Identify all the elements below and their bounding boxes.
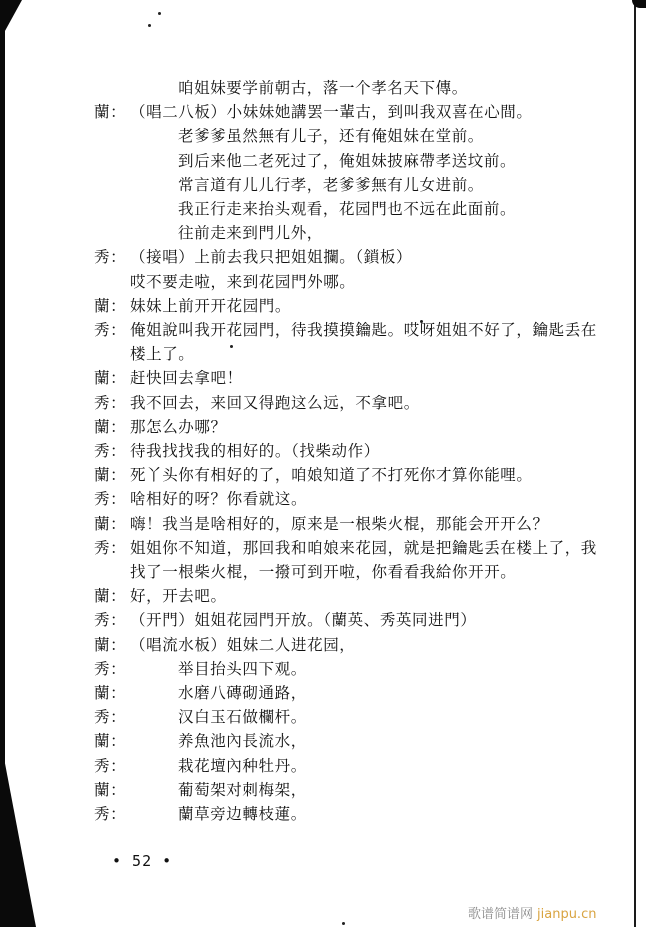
speaker-label: 秀： xyxy=(94,757,127,775)
script-line xyxy=(0,803,656,825)
scan-shadow-top-left xyxy=(0,0,22,40)
script-line xyxy=(0,658,656,680)
script-line xyxy=(0,706,656,728)
script-line xyxy=(0,440,656,462)
script-line xyxy=(0,367,656,389)
dialogue-text: 啥相好的呀？你看就这。 xyxy=(130,490,308,508)
speaker-label: 秀： xyxy=(94,442,127,460)
speaker-label: 蘭： xyxy=(94,418,127,436)
script-line xyxy=(0,513,656,535)
speaker-label: 秀： xyxy=(94,248,127,266)
speaker-label: 蘭： xyxy=(94,684,127,702)
speaker-label: 秀： xyxy=(94,490,127,508)
script-line xyxy=(0,392,656,414)
dialogue-text: 举目抬头四下观。 xyxy=(178,660,307,678)
dialogue-text: 好，开去吧。 xyxy=(130,587,227,605)
dialogue-text: 咱姐妹要学前朝古，落一个孝名天下傳。 xyxy=(178,79,468,97)
dialogue-text: 老爹爹虽然無有儿子，还有俺姐妹在堂前。 xyxy=(178,127,484,145)
scan-speck xyxy=(342,922,345,925)
dialogue-text: 蘭草旁边轉枝蓮。 xyxy=(178,805,307,823)
speaker-label: 蘭： xyxy=(94,297,127,315)
dialogue-text: 嗨！我当是啥相好的，原来是一根柴火棍，那能会开开么？ xyxy=(130,515,549,533)
scan-speck xyxy=(148,24,151,27)
dialogue-text: 我不回去，来回又得跑这么远，不拿吧。 xyxy=(130,394,420,412)
script-line xyxy=(0,634,656,656)
speaker-label: 蘭： xyxy=(94,636,127,654)
script-line xyxy=(0,730,656,752)
dialogue-text: 那怎么办哪？ xyxy=(130,418,227,436)
dialogue-text: 养魚池內長流水， xyxy=(178,732,307,750)
script-line xyxy=(0,779,656,801)
scan-speck xyxy=(158,12,161,15)
script-line xyxy=(0,585,656,607)
speaker-label: 蘭： xyxy=(94,466,127,484)
script-line xyxy=(0,416,656,438)
speaker-label: 秀： xyxy=(94,611,127,629)
script-line xyxy=(0,319,656,341)
dialogue-text: 到后来他二老死过了，俺姐妹披麻帶孝送坟前。 xyxy=(178,152,517,170)
speaker-label: 秀： xyxy=(94,394,127,412)
dialogue-text: 找了一根柴火棍，一撥可到开啦，你看看我給你开开。 xyxy=(130,563,517,581)
speaker-label: 秀： xyxy=(94,321,127,339)
dialogue-text: （开門）姐姐花园門开放。（蘭英、秀英同进門） xyxy=(130,611,477,629)
dialogue-text: 往前走来到門儿外， xyxy=(178,224,323,242)
script-line xyxy=(0,561,656,583)
script-line xyxy=(0,125,656,147)
dialogue-text: 葡萄架对刺梅架， xyxy=(178,781,307,799)
dialogue-text: 楼上了。 xyxy=(130,345,195,363)
dialogue-text: 赶快回去拿吧！ xyxy=(130,369,243,387)
script-line xyxy=(0,755,656,777)
script-line xyxy=(0,271,656,293)
dialogue-text: 汉白玉石做欄杆。 xyxy=(178,708,307,726)
watermark-url: jianpu.cn xyxy=(537,907,597,922)
dialogue-text: 栽花壇內种牡丹。 xyxy=(178,757,307,775)
dialogue-text: （唱二八板）小妹妹她講罢一輩古，到叫我双喜在心間。 xyxy=(130,103,533,121)
script-line xyxy=(0,101,656,123)
script-line xyxy=(0,343,656,365)
dialogue-text: 俺姐說叫我开花园門，待我摸摸鑰匙。哎呀姐姐不好了，鑰匙丢在 xyxy=(130,321,597,339)
speaker-label: 秀： xyxy=(94,660,127,678)
script-line xyxy=(0,198,656,220)
script-line xyxy=(0,609,656,631)
watermark-site-name: 歌谱简谱网 xyxy=(468,907,534,922)
dialogue-text: 待我找找我的相好的。（找柴动作） xyxy=(130,442,380,460)
script-line xyxy=(0,464,656,486)
script-line xyxy=(0,488,656,510)
script-line xyxy=(0,174,656,196)
speaker-label: 蘭： xyxy=(94,515,127,533)
dialogue-text: 哎不要走啦，来到花园門外哪。 xyxy=(130,273,356,291)
script-line xyxy=(0,246,656,268)
dialogue-text: （接唱）上前去我只把姐姐攔。（鎖板） xyxy=(130,248,413,266)
speaker-label: 蘭： xyxy=(94,732,127,750)
speaker-label: 蘭： xyxy=(94,369,127,387)
dialogue-text: 我正行走来抬头观看，花园門也不远在此面前。 xyxy=(178,200,517,218)
dialogue-text: （唱流水板）姐妹二人进花园， xyxy=(130,636,356,654)
script-line xyxy=(0,77,656,99)
script-line xyxy=(0,537,656,559)
speaker-label: 蘭： xyxy=(94,587,127,605)
script-line xyxy=(0,295,656,317)
dialogue-text: 妹妹上前开开花园門。 xyxy=(130,297,292,315)
speaker-label: 秀： xyxy=(94,539,127,557)
dialogue-text: 姐姐你不知道，那回我和咱娘来花园，就是把鑰匙丢在楼上了，我 xyxy=(130,539,597,557)
dialogue-text: 水磨八磚砌通路， xyxy=(178,684,307,702)
dialogue-text: 常言道有儿儿行孝，老爹爹無有儿女进前。 xyxy=(178,176,484,194)
script-line xyxy=(0,682,656,704)
watermark xyxy=(468,903,596,922)
dialogue-text: 死丫头你有相好的了，咱娘知道了不打死你才算你能哩。 xyxy=(130,466,533,484)
speaker-label: 蘭： xyxy=(94,781,127,799)
script-line xyxy=(0,150,656,172)
script-line xyxy=(0,222,656,244)
speaker-label: 秀： xyxy=(94,805,127,823)
page-number: • 52 • xyxy=(112,852,173,870)
speaker-label: 秀： xyxy=(94,708,127,726)
speaker-label: 蘭： xyxy=(94,103,127,121)
